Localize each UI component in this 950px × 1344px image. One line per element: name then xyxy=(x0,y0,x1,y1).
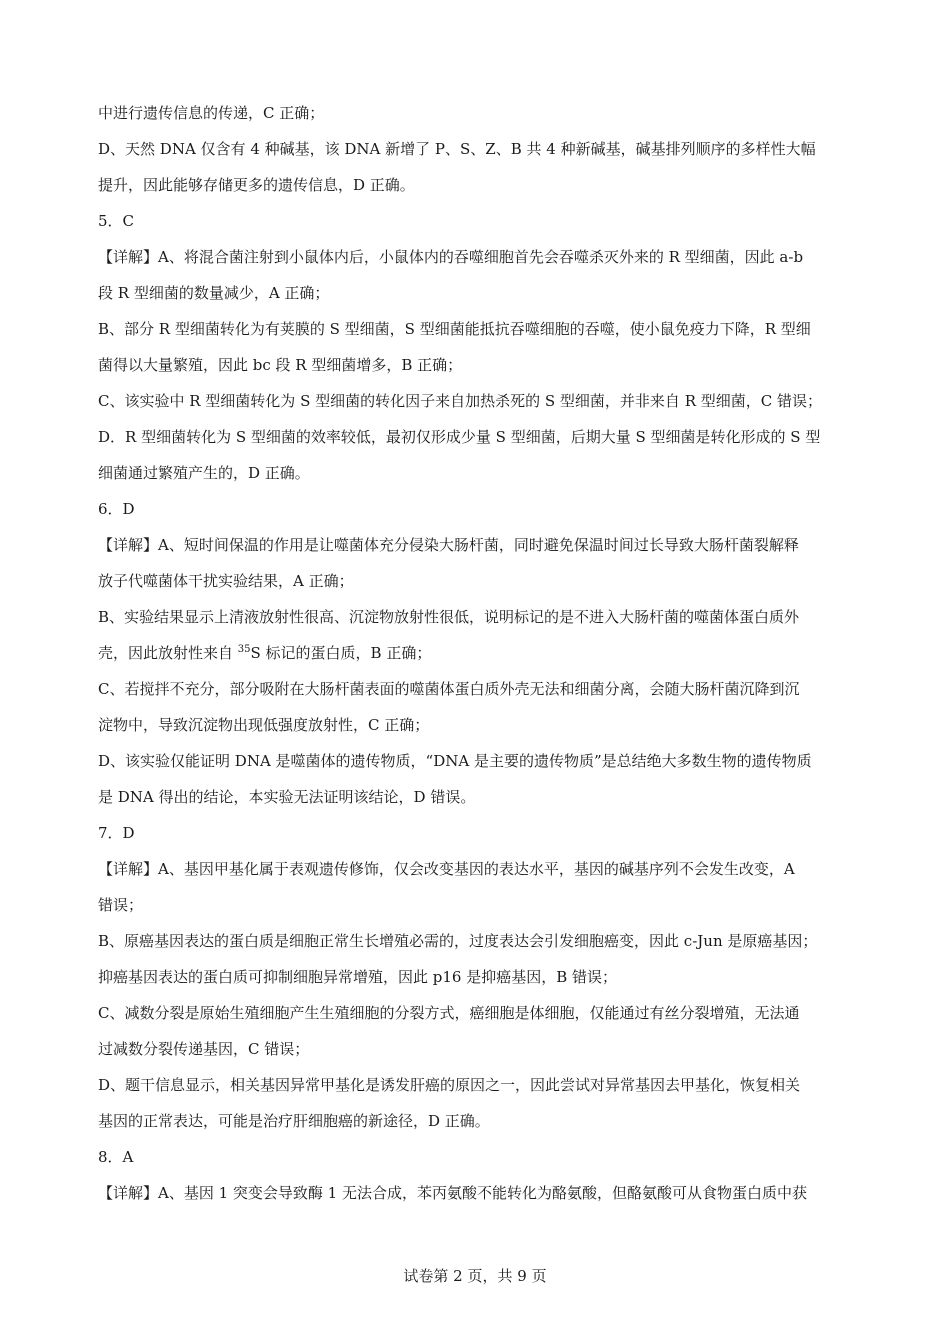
document-body xyxy=(98,95,858,1211)
text-line: B、部分 R 型细菌转化为有荚膜的 S 型细菌，S 型细菌能抵抗吞噬细胞的吞噬，使小鼠免疫力下降，R 型细 xyxy=(98,320,811,338)
text-line: C、该实验中 R 型细菌转化为 S 型细菌的转化因子来自加热杀死的 S 型细菌，并非来自 R 型细菌，C 错误； xyxy=(98,392,823,410)
text-line: 基因的正常表达，可能是治疗肝细胞癌的新途径，D 正确。 xyxy=(98,1112,490,1130)
text-line: 【详解】A、将混合菌注射到小鼠体内后，小鼠体内的吞噬细胞首先会吞噬杀灭外来的 R 型细菌，因此 a-b xyxy=(98,248,804,266)
text-line: 淀物中，导致沉淀物出现低强度放射性，C 正确； xyxy=(98,716,430,734)
text-line: C、减数分裂是原始生殖细胞产生生殖细胞的分裂方式，癌细胞是体细胞，仅能通过有丝分裂增殖，无法通 xyxy=(98,1004,800,1022)
text-line: 放子代噬菌体干扰实验结果，A 正确； xyxy=(98,572,354,590)
text-line: D、题干信息显示，相关基因异常甲基化是诱发肝癌的原因之一，因此尝试对异常基因去甲基化，恢复相关 xyxy=(98,1076,801,1094)
text-line: 错误； xyxy=(98,896,144,914)
text-line: B、实验结果显示上清液放射性很高、沉淀物放射性很低，说明标记的是不进入大肠杆菌的噬菌体蛋白质外 xyxy=(98,608,800,626)
text-segment: S 标记的蛋白质，B 正确； xyxy=(250,644,432,662)
text-line xyxy=(98,635,858,671)
question-number: 6．D xyxy=(98,500,135,518)
question-number: 8．A xyxy=(98,1148,134,1166)
text-line: 提升，因此能够存储更多的遗传信息，D 正确。 xyxy=(98,176,415,194)
text-line: 过减数分裂传递基因，C 错误； xyxy=(98,1040,310,1058)
text-line: 【详解】A、基因 1 突变会导致酶 1 无法合成，苯丙氨酸不能转化为酪氨酸，但酪氨酸可从食物蛋白质中获 xyxy=(98,1184,807,1202)
page-footer: 试卷第 2 页，共 9 页 xyxy=(403,1267,547,1285)
text-line: 【详解】A、基因甲基化属于表观遗传修饰，仅会改变基因的表达水平，基因的碱基序列不会发生改变，A xyxy=(98,860,795,878)
text-line: 中进行遗传信息的传递，C 正确； xyxy=(98,104,325,122)
text-line: 菌得以大量繁殖，因此 bc 段 R 型细菌增多，B 正确； xyxy=(98,356,463,374)
text-line: C、若搅拌不充分，部分吸附在大肠杆菌表面的噬菌体蛋白质外壳无法和细菌分离，会随大肠杆菌沉降到沉 xyxy=(98,680,800,698)
text-line: D、天然 DNA 仅含有 4 种碱基，该 DNA 新增了 P、S、Z、B 共 4 种新碱基，碱基排列顺序的多样性大幅 xyxy=(98,140,816,158)
question-number: 7．D xyxy=(98,824,135,842)
text-line: D．R 型细菌转化为 S 型细菌的效率较低，最初仅形成少量 S 型细菌，后期大量 S 型细菌是转化形成的 S 型 xyxy=(98,428,821,446)
question-number: 5．C xyxy=(98,212,135,230)
text-line: D、该实验仅能证明 DNA 是噬菌体的遗传物质，“DNA 是主要的遗传物质”是总结绝大多数生物的遗传物质 xyxy=(98,752,812,770)
text-line: 细菌通过繁殖产生的，D 正确。 xyxy=(98,464,310,482)
superscript: 35 xyxy=(237,644,251,655)
text-line: 是 DNA 得出的结论，本实验无法证明该结论，D 错误。 xyxy=(98,788,476,806)
text-segment: 壳，因此放射性来自 xyxy=(98,644,238,662)
text-line: 【详解】A、短时间保温的作用是让噬菌体充分侵染大肠杆菌，同时避免保温时间过长导致大肠杆菌裂解释 xyxy=(98,536,799,554)
text-line: B、原癌基因表达的蛋白质是细胞正常生长增殖必需的，过度表达会引发细胞癌变，因此 c-Jun 是原癌基因； xyxy=(98,932,818,950)
text-line: 抑癌基因表达的蛋白质可抑制细胞异常增殖，因此 p16 是抑癌基因，B 错误； xyxy=(98,968,618,986)
text-line: 段 R 型细菌的数量减少，A 正确； xyxy=(98,284,330,302)
